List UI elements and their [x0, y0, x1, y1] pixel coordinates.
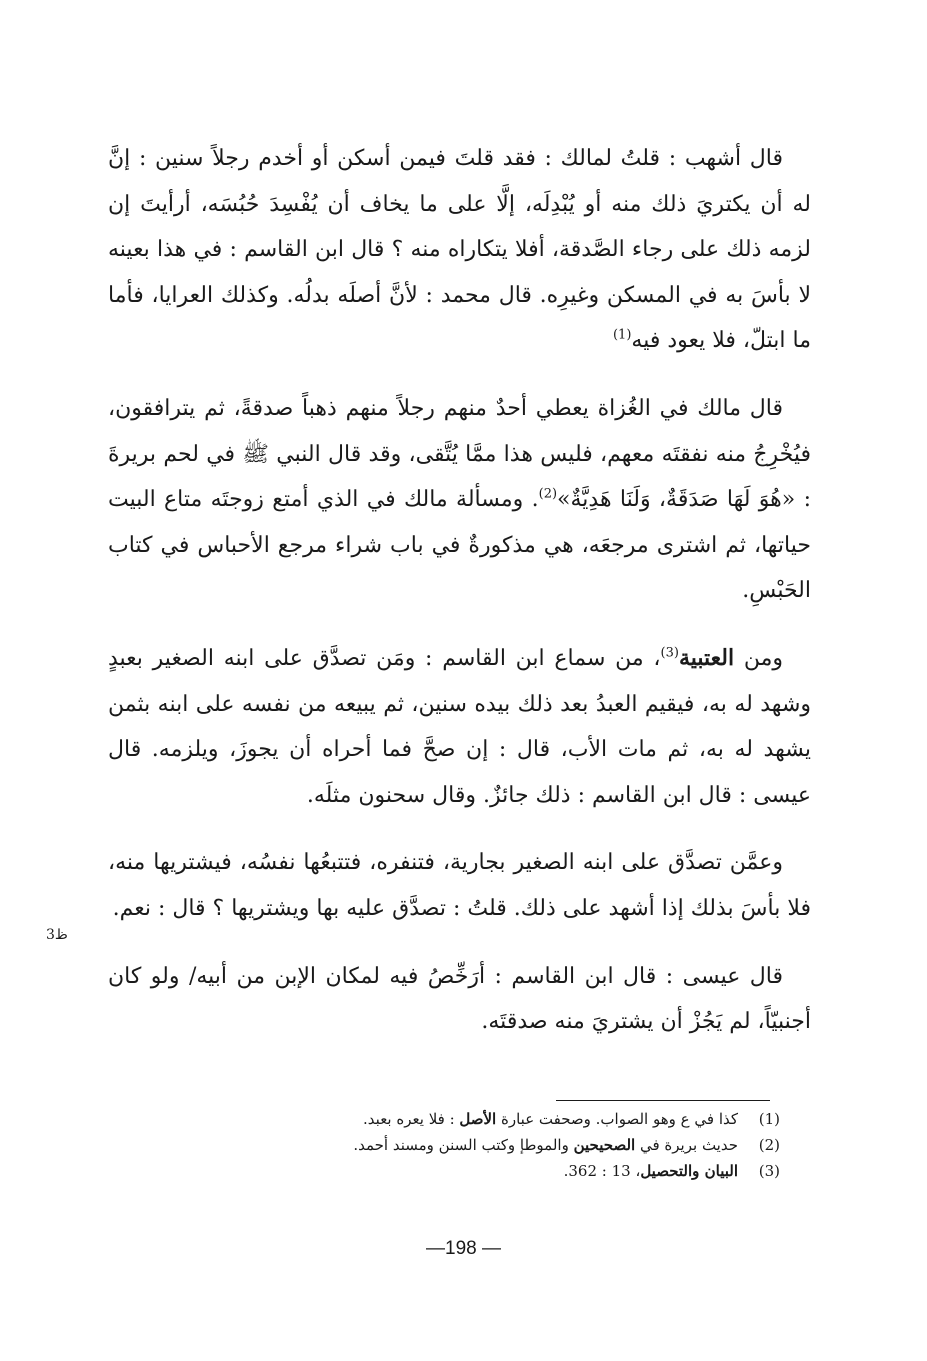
paragraph-3-text-a: ومن — [734, 645, 783, 671]
page-number: —198 — — [426, 1238, 501, 1259]
paragraph-4 — [108, 840, 811, 931]
footnote-ref-2: (2) — [538, 486, 558, 502]
footnote-3-bold: البيان والتحصيل — [640, 1162, 738, 1180]
paragraph-5-text: قال عيسى : قال ابن القاسم : أرَخِّصُ فيه لمكان الإبن من أبيه/ ولو كان أجنبيّاً، لم يَجُزْ أن يشتريَ منه صدقتَه. — [108, 963, 811, 1035]
footnote-1-bold: الأصل — [459, 1110, 497, 1128]
manuscript-folio-note: ظ3 — [46, 927, 68, 943]
paragraph-4-text: وعمَّن تصدَّق على ابنه الصغير بجارية، فتنفره، فتتبعُها نفسُه، فيشتريها منه، فلا بأسَ بذلك إذا أشهد على ذلك. قلتُ : تصدَّق عليه بها ويشتريها ؟ قال : نعم. — [108, 850, 811, 921]
footnote-ref-3: (3) — [660, 645, 679, 661]
paragraph-2-text-a: قال مالك في الغُزاة يعطي أحدٌ منهم رجلاً منهم ذهباً صدقةً، ثم يترافقون، فيُخْرِجُ منه نفقتَه معهم، فليس هذا ممَّا يُتَّقى، وقد قال النبي ﷺ في لحم بريرةَ : «هُوَ لَهَا صَدَقَةٌ، وَلَنَا هَدِيَّةٌ» — [108, 395, 811, 513]
footnote-2-text-b: والموطإ وكتب السنن ومسند أحمد. — [353, 1136, 574, 1154]
paragraph-3-text-b: ، من سماع ابن القاسم : ومَن تصدَّق على ابنه الصغير بعبدٍ وشهد له به، فيقيم العبدُ بعد ذلك بيده سنين، ثم يبيعه من نفسه على ابنه بثمن يشهد له به، ثم مات الأب، قال : إن صحَّ فما أحراه أن يجوزَ، ويلزمه. قال عيسى : قال ابن القاسم : ذلك جائزٌ. وقال سحنون مثلَه. — [108, 645, 811, 808]
main-text — [108, 136, 811, 1045]
footnote-3 — [280, 1158, 780, 1184]
footnote-1-number: (1) — [758, 1110, 780, 1128]
footnote-1-text — [280, 1106, 738, 1132]
footnote-2 — [280, 1132, 780, 1158]
paragraph-1-text: قال أشهب : قلتُ لمالك : فقد قلتَ فيمن أسكن أو أخدم رجلاً سنين : إنَّ له أن يكتريَ ذلك منه أو يُبْدِلَه، إلَّا على ما يخاف أن يُفْسِدَ حُبُسَه، أرأيتَ إن لزمه ذلك على رجاء الصَّدقة، أفلا يتكاراه منه ؟ قال ابن القاسم : في هذا بعينه لا بأسَ به في المسكن وغيرِه. قال محمد : لأنَّ أصلَه بدلُه. وكذلك العرايا، فأما ما ابتلّ، فلا يعود فيه — [108, 146, 811, 354]
paragraph-1 — [108, 136, 811, 364]
footnote-2-number: (2) — [758, 1136, 780, 1154]
footnote-1 — [280, 1106, 780, 1132]
paragraph-3 — [108, 636, 811, 818]
footnote-2-text-a: حديث بريرة في — [635, 1136, 738, 1154]
paragraph-2 — [108, 386, 811, 614]
paragraph-3-source-title: العتبية — [678, 644, 735, 671]
footnote-3-text — [280, 1158, 738, 1184]
footnote-1-text-a: كذا في ع وهو الصواب. وصحفت عبارة — [496, 1110, 738, 1128]
footnote-3-number: (3) — [758, 1162, 780, 1180]
footnote-2-text — [280, 1132, 738, 1158]
paragraph-2-text-b: . ومسألة مالك في الذي أمتع زوجتَه متاع البيت حياتها، ثم اشترى مرجعَه، هي مذكورةٌ في باب شراء مرجع الأحباس في كتاب الحَبْسِ. — [108, 487, 811, 604]
footnote-3-text-b: ، 13 : 362. — [563, 1162, 641, 1180]
footnote-separator — [556, 1100, 770, 1101]
footnote-ref-1: (1) — [612, 328, 632, 344]
footnote-1-text-b: : فلا يعره بعبد. — [363, 1110, 460, 1128]
footnotes — [280, 1106, 780, 1184]
paragraph-5 — [108, 954, 811, 1045]
footnote-2-bold: الصحيحين — [573, 1136, 636, 1154]
